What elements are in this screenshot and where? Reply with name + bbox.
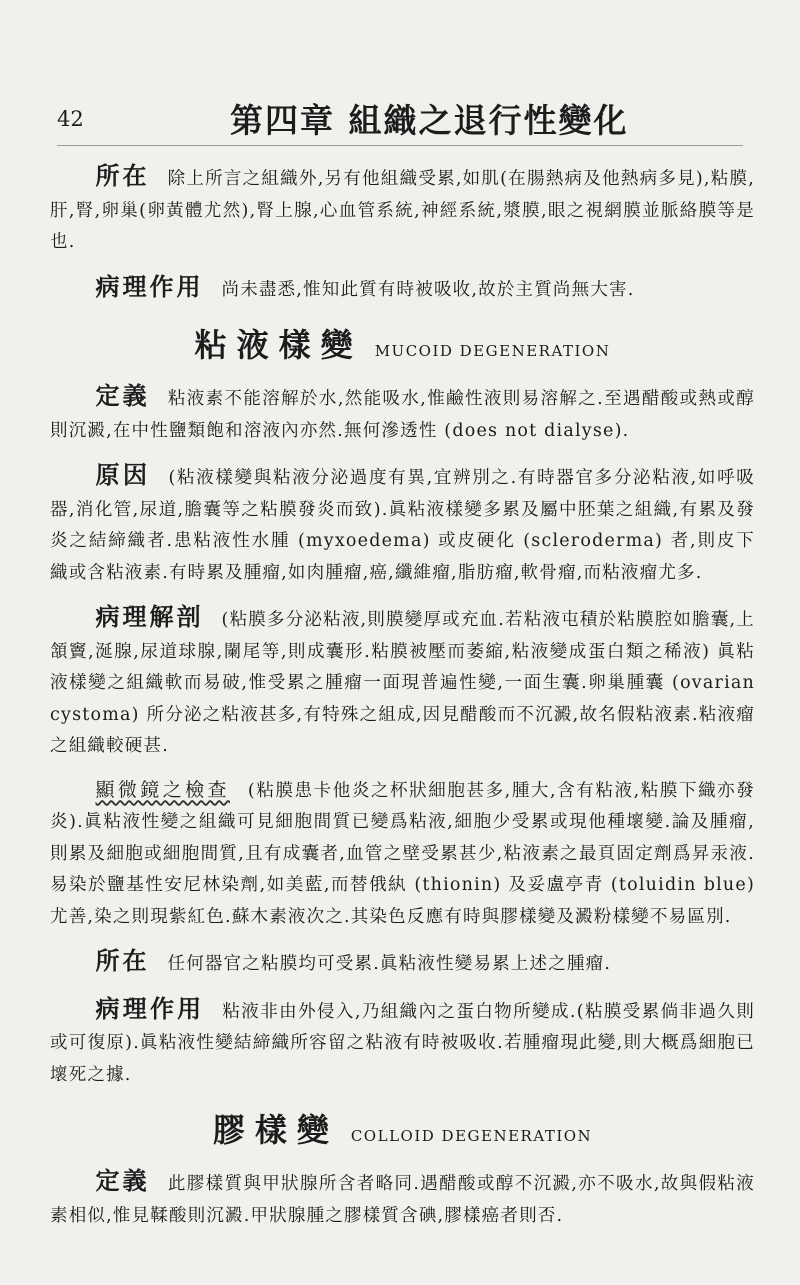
section-title-cn: 粘液樣變 xyxy=(194,326,363,364)
paragraph-lead: 病理作用 xyxy=(95,993,205,1023)
paragraph-lead: 定義 xyxy=(95,381,150,410)
section-title-en: MUCOID DEGENERATION xyxy=(374,342,611,360)
paragraph-location xyxy=(50,945,755,981)
paragraph-definition xyxy=(50,380,755,447)
paragraph-lead: 所在 xyxy=(95,946,150,975)
paragraph-text: 任何器官之粘膜均可受累.眞粘液性變易累上述之腫瘤. xyxy=(167,954,612,974)
section-title-en: COLLOID DEGENERATION xyxy=(350,1127,593,1145)
paragraph-lead: 所在 xyxy=(95,161,150,190)
paragraph-lead: 定義 xyxy=(95,1166,150,1195)
paragraph-lead: 原因 xyxy=(95,460,151,489)
section-heading-colloid xyxy=(50,1105,755,1151)
paragraph-definition xyxy=(50,1165,755,1232)
paragraph-text: (粘膜多分泌粘液,則膜變厚或充血.若粘液屯積於粘膜腔如膽囊,上頷竇,涎腺,尿道球腺,闌尾等,則成囊形.粘膜被壓而萎縮,粘液變成蛋白類之稀液) 眞粘液樣變之組織軟而易破,惟受累之腫瘤一面現普遍性變,一面生囊.卵巢腫囊 (ovarian cystoma) 所分泌之粘液甚多,有特殊之組成,因見醋酸而不沉澱,故名假粘液素.粘液瘤之組織較硬甚. xyxy=(50,610,756,756)
paragraph-location xyxy=(50,160,755,259)
section-title-cn: 膠樣變 xyxy=(212,1111,339,1149)
paragraph-pathology xyxy=(50,271,755,307)
paragraph-lead: 病理解剖 xyxy=(95,602,204,631)
page-body xyxy=(50,160,755,1244)
paragraph-text: 粘液素不能溶解於水,然能吸水,惟鹼性液則易溶解之.至遇醋酸或熱或醇則沉澱,在中性鹽類飽和溶液內亦然.無何滲透性 (does not dialyse). xyxy=(50,389,755,441)
paragraph-cause xyxy=(50,459,755,589)
paragraph-text: 粘液非由外侵入,乃組織內之蛋白物所變成.(粘膜受累倘非過久則或可復原).眞粘液性變結締織所容留之粘液有時被吸收.若腫瘤現此變,則大概爲細胞已壞死之據. xyxy=(50,1001,756,1085)
paragraph-text: (粘膜患卡他炎之杯狀細胞甚多,腫大,含有粘液,粘膜下織亦發炎).眞粘液性變之組織可見細胞間質已變爲粘液,細胞少受累或現他種壞變.論及腫瘤,則累及細胞或細胞間質,且有成囊者,血管之壁受累甚少,粘液素之最頁固定劑爲昇汞液.易染於鹽基性安尼林染劑,如美藍,而替俄紈 (thionin) 及妥盧亭青 (toluidin blue) 尤善,染之則現紫紅色.蘇木素液次之.其染色反應有時與膠樣變及澱粉樣變不易區別. xyxy=(50,780,755,927)
paragraph-text: 尚未盡悉,惟知此質有時被吸收,故於主質尚無大害. xyxy=(221,279,635,300)
paragraph-text: (粘液樣變與粘液分泌過度有異,宜辨別之.有時器官多分泌粘液,如呼吸器,消化管,尿道,膽囊等之粘膜發炎而致).眞粘液樣變多累及屬中胚葉之組織,有累及發炎之結締織者.患粘液性水腫 (myxoedema) 或皮硬化 (scleroderma) 者,則皮下織或含粘液素.有時累及腫瘤,如肉腫瘤,癌,纖維瘤,脂肪瘤,軟骨瘤,而粘液瘤尤多. xyxy=(50,468,755,583)
paragraph-pathology xyxy=(50,993,755,1092)
chapter-title: 第四章 組織之退行性變化 xyxy=(230,101,629,140)
paragraph-anatomy xyxy=(50,601,755,763)
paragraph-text: 此膠樣質與甲狀腺所含者略同.遇醋酸或醇不沉澱,亦不吸水,故與假粘液素相似,惟見鞣酸則沉澱.甲狀腺腫之膠樣質含碘,膠樣癌者則否. xyxy=(50,1174,755,1226)
section-heading-mucoid xyxy=(50,320,755,366)
page-number: 42 xyxy=(57,107,84,131)
paragraph-text: 除上所言之組織外,另有他組織受累,如肌(在腸熱病及他熱病多見),粘膜,肝,腎,卵巢(卵黃體尤然),腎上腺,心血管系統,神經系統,漿膜,眼之視網膜並脈絡膜等是也. xyxy=(50,169,756,252)
paragraph-lead: 病理作用 xyxy=(95,271,204,301)
paragraph-microscopy xyxy=(50,775,755,934)
paragraph-lead: 顯微鏡之檢查 xyxy=(95,778,230,801)
header-rule xyxy=(57,145,743,146)
page-header xyxy=(0,95,800,139)
